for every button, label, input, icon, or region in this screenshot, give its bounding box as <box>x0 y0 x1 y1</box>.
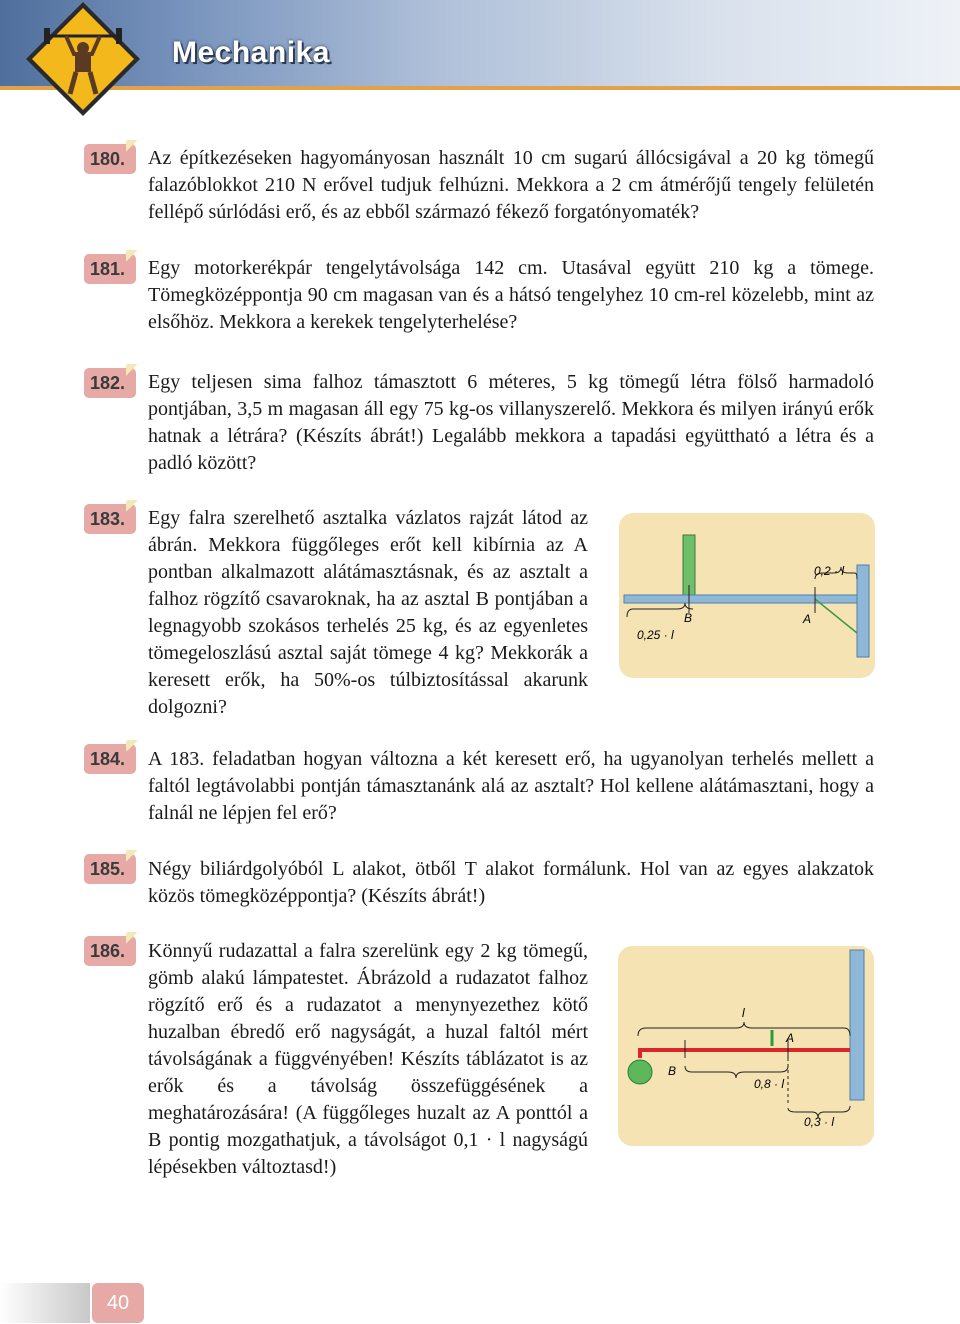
problem-number: 180. <box>84 144 136 174</box>
label-l: l <box>742 1006 745 1020</box>
label-B: B <box>668 1064 677 1078</box>
label-02l: 0,2 · l <box>814 564 845 578</box>
label-A: A <box>803 612 812 626</box>
problem-text <box>148 505 588 721</box>
page-number: 40 <box>92 1283 144 1323</box>
label-025l: 0,25 · l <box>637 628 674 642</box>
brace-l <box>638 1022 850 1036</box>
rod <box>640 1050 850 1056</box>
problem-number: 185. <box>84 854 136 884</box>
problem-number: 184. <box>84 744 136 774</box>
lamp-globe <box>628 1060 652 1084</box>
wall <box>850 950 864 1100</box>
label-B: B <box>684 611 693 625</box>
problem-number: 181. <box>84 254 136 284</box>
problem-181-text: Egy motorkerékpár tengelytávolsága 142 cm. Utasával együtt 210 kg a tömege. Tömegközéppontja 90 cm magasan van és a hátsó tengelyhez 10 cm-rel közelebb, mint az elsőhöz. Mekkora a kerekek tengelyterhelése? <box>148 257 874 333</box>
footer-gradient <box>0 1283 90 1323</box>
problem-186-text: Könnyű rudazattal a falra szerelünk egy 2 kg tömegű, gömb alakú lámpatestet. Ábrázold a rudazatot falhoz rögzítő erő és a rudazatot a menynyezethez kötő huzalban ébredő erő nagyságát, a huzal faltól mért távolságának a függvényében! Készíts táblázatot is az erők és a távolság összefüggésének a meghatározására! (A függőleges huzalt az A ponttól a B pontig mozgathatjuk, a távolságot 0,1 · l nagyságú lépésekben változtasd!) <box>148 940 588 1178</box>
wall <box>857 565 869 657</box>
problem-number: 182. <box>84 368 136 398</box>
weightlifter-logo <box>18 0 148 120</box>
problem-text <box>148 746 874 827</box>
problem-185-text: Négy biliárdgolyóból L alakot, ötből T alakot formálunk. Hol van az egyes alakzatok közös tömegközéppontja? (Készíts ábrát!) <box>148 858 874 907</box>
problem-text <box>148 255 874 336</box>
figure-183 <box>619 513 875 678</box>
problem-180-text: Az építkezéseken hagyományosan használt 10 cm sugarú állócsigával a 20 kg tömegű falazóblokkot 210 N erővel tudjuk felhúzni. Mekkora a 2 cm átmérőjű tengely felületén fellépő súrlódási erő, és az ebből származó fékező forgatónyomaték? <box>148 147 874 223</box>
problem-number: 183. <box>84 504 136 534</box>
problem-184-text: A 183. feladatban hogyan változna a két keresett erő, ha ugyanolyan terhelés mellett a faltól legtávolabbi pontján támasztanánk alá az asztalt? Hol kellene alátámasztani, hogy a falnál ne lépjen fel erő? <box>148 748 874 824</box>
table-top <box>624 595 858 603</box>
label-08l: 0,8 · l <box>754 1077 785 1091</box>
problem-text <box>148 856 874 910</box>
problem-183-text: Egy falra szerelhető asztalka vázlatos rajzát látod az ábrán. Mekkora függőleges erőt kell kibírnia az A pontban alkalmazott alátámasztásnak, és az asztalt a falhoz rögzítő csavaroknak, ha az asztal B pontjában a legnagyobb szokásos terhelés 25 kg, és az egyenletes tömegeloszlású asztal saját tömege 4 kg? Mekkorák a keresett erők, ha 50%-os túlbiztosítással akarunk dolgozni? <box>148 507 588 718</box>
problem-text <box>148 145 874 226</box>
support-strut <box>815 599 857 633</box>
label-A: A <box>786 1031 795 1045</box>
problem-182-text: Egy teljesen sima falhoz támasztott 6 méteres, 5 kg tömegű létra fölső harmadoló pontjában, 3,5 m magasan áll egy 75 kg-os villanyszerelő. Mekkora és milyen irányú erők hatnak a létrára? (Készíts ábrát!) Legalább mekkora a tapadási együttható a létra és a padló között? <box>148 371 874 474</box>
problem-text <box>148 369 874 477</box>
problem-text <box>148 938 588 1181</box>
chapter-title: Mechanika <box>172 36 330 69</box>
label-03l: 0,3 · l <box>804 1115 835 1129</box>
figure-186 <box>618 946 874 1146</box>
problem-number: 186. <box>84 936 136 966</box>
